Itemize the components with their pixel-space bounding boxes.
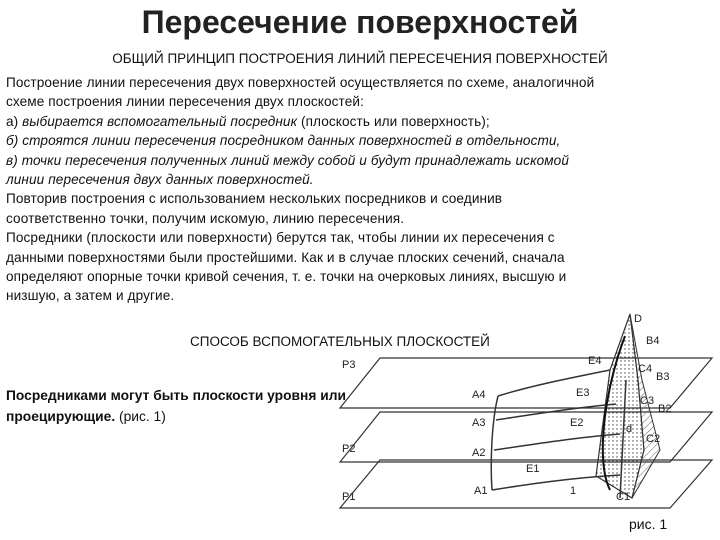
repeat-line-1: Повторив построения с использованием нескольких посредников и соединив [6, 191, 503, 207]
figure-svg [320, 300, 720, 512]
mediators-line-4: низшую, а затем и другие. [6, 288, 175, 304]
intro-line-2: схеме построения линии пересечения двух плоскостей: [6, 94, 364, 110]
label-e4: E4 [588, 355, 602, 367]
repeat-line-2: соответственно точки, получим искомую, линию пересечения. [6, 210, 405, 226]
section-subtitle: ОБЩИЙ ПРИНЦИП ПОСТРОЕНИЯ ЛИНИЙ ПЕРЕСЕЧЕНИЯ ПОВЕРХНОСТЕЙ [112, 51, 608, 66]
mediators-line-3: определяют опорные точки кривой сечения, т. е. точки на очерковых линиях, высшую и [6, 269, 567, 285]
mediators-line-2: данными поверхностями были простейшими. Как и в случае плоских сечений, сначала [6, 249, 565, 265]
label-d: D [634, 313, 642, 325]
method-heading: СПОСОБ ВСПОМОГАТЕЛЬНЫХ ПЛОСКОСТЕЙ [190, 334, 490, 349]
label-c3: C3 [640, 395, 655, 407]
step-a-rest: (плоскость или поверхность); [297, 113, 490, 129]
label-b3: B3 [656, 371, 670, 383]
label-point-1: 1 [570, 485, 577, 497]
intro-line-1: Построение линии пересечения двух поверхностей осуществляется по схеме, аналогичной [6, 75, 595, 90]
step-a-prefix: а) [6, 113, 23, 129]
label-a2: A2 [472, 447, 486, 459]
side-note-rest: (рис. 1) [115, 409, 166, 424]
label-e2: E2 [570, 417, 584, 429]
label-c4: C4 [638, 363, 653, 375]
label-c2: C2 [646, 433, 661, 445]
label-b2: B2 [658, 403, 672, 415]
label-p3: P3 [342, 359, 356, 371]
label-p2: P2 [342, 443, 356, 455]
section-curve-4 [498, 370, 610, 396]
mediators-line-1: Посредники (плоскости или поверхности) берутся так, чтобы линии их пересечения с [6, 230, 555, 246]
step-c-line-1: в) точки пересечения полученных линий между собой и будут принадлежать искомой [6, 152, 569, 168]
label-e3: E3 [576, 387, 590, 399]
intersection-figure [320, 300, 720, 512]
label-c1: C1 [616, 491, 631, 503]
side-note-bold-1: Посредниками могут быть плоскости уровня или [6, 388, 346, 403]
label-a4: A4 [472, 389, 486, 401]
step-a [6, 112, 712, 131]
step-a-italic: выбирается вспомогательный посредник [22, 113, 298, 129]
label-a1: A1 [474, 485, 488, 497]
label-d-small: d [626, 423, 633, 435]
surface-left-profile [491, 396, 498, 490]
body-text [6, 73, 712, 306]
step-b: б) строятся линии пересечения посредником данных поверхностей в отдельности, [6, 133, 561, 149]
label-a3: A3 [472, 417, 486, 429]
plane-p3 [340, 358, 712, 408]
page-title: Пересечение поверхностей [141, 4, 579, 40]
side-note-bold-2: проецирующие. [6, 409, 116, 424]
cone-surface [596, 314, 644, 498]
figure-caption: рис. 1 [629, 516, 668, 532]
label-b4: B4 [646, 335, 660, 347]
label-p1: P1 [342, 491, 356, 503]
step-c-line-2: линии пересечения двух данных поверхностей. [6, 172, 314, 188]
label-e1: E1 [526, 463, 540, 475]
